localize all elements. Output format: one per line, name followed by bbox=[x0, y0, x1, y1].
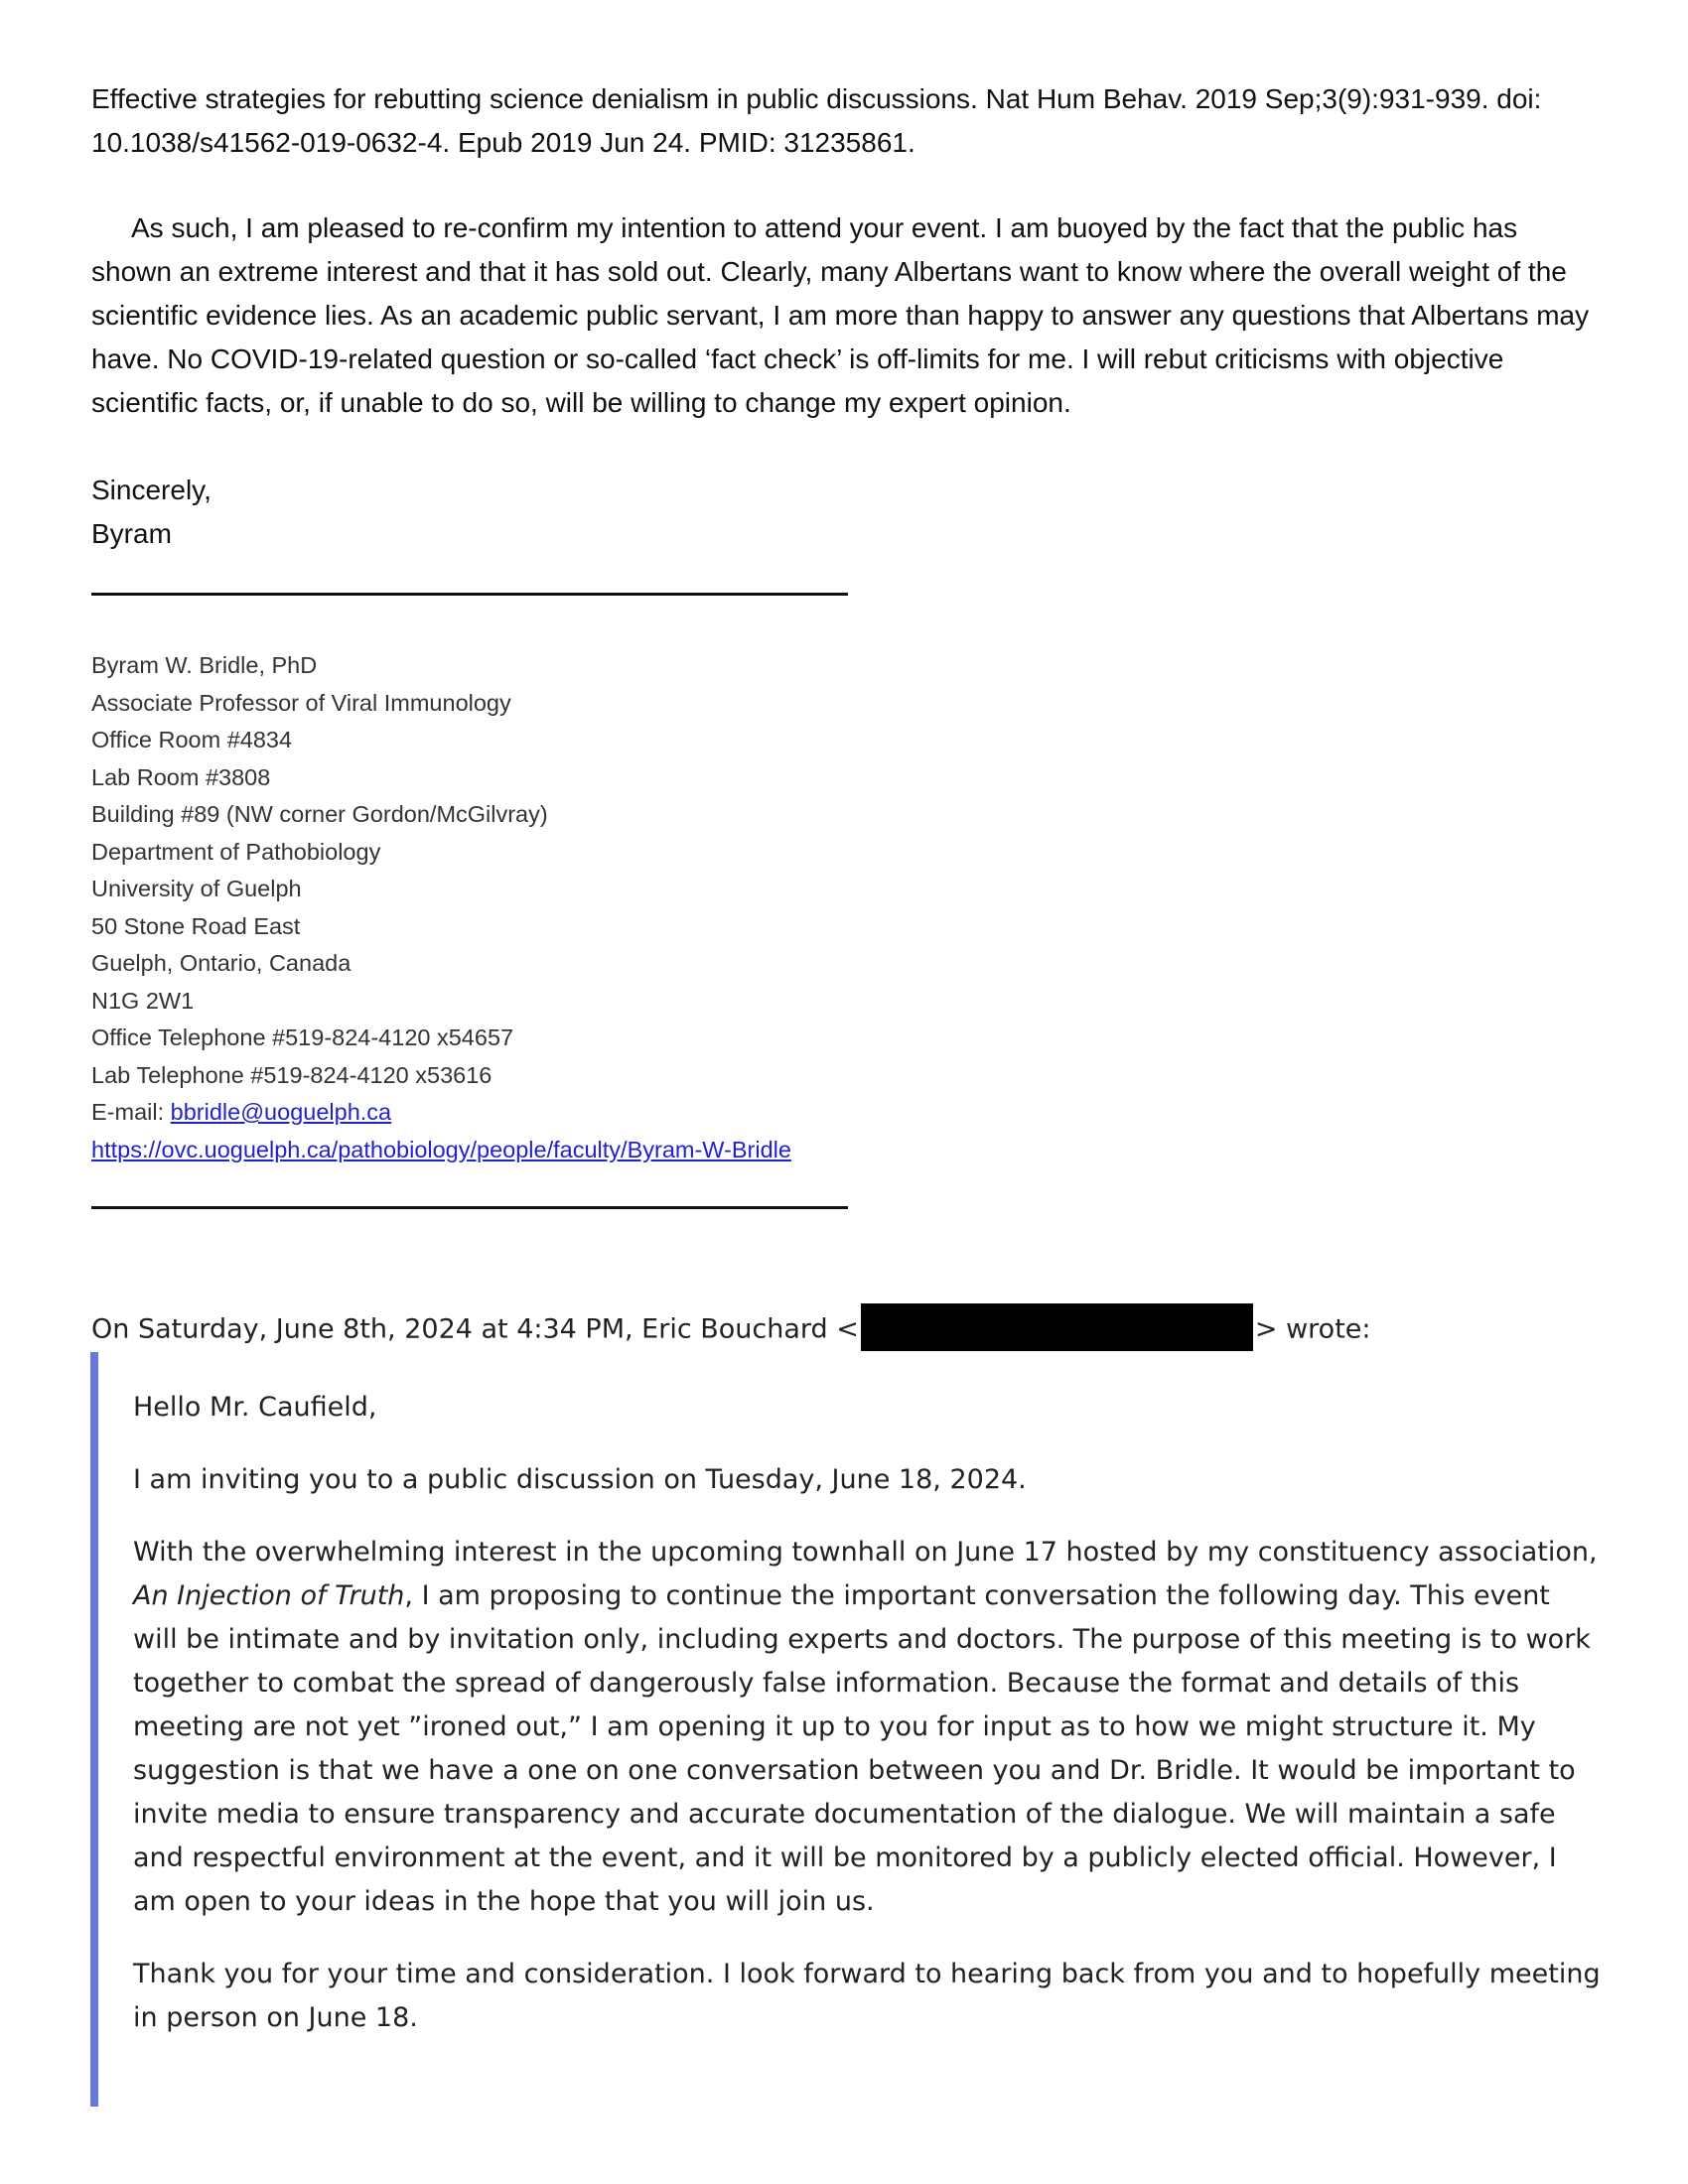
sig-title: Associate Professor of Viral Immunology bbox=[91, 689, 511, 716]
sig-url-line bbox=[91, 1132, 791, 1169]
sig-postal-code: N1G 2W1 bbox=[91, 987, 195, 1014]
quoted-email-body bbox=[133, 1386, 1603, 2069]
quoted-thanks: Thank you for your time and consideration. I look forward to hearing back from you and to hopefully meeting in person on June 18. bbox=[133, 1959, 1601, 2033]
quoted-header-prefix: On Saturday, June 8th, 2024 at 4:34 PM, Eric Bouchard < bbox=[91, 1313, 859, 1345]
closing-block bbox=[91, 469, 1601, 556]
sig-city: Guelph, Ontario, Canada bbox=[91, 950, 352, 976]
quoted-invitation: I am inviting you to a public discussion on Tuesday, June 18, 2024. bbox=[133, 1464, 1027, 1495]
sig-street: 50 Stone Road East bbox=[91, 912, 301, 939]
faculty-profile-link[interactable]: https://ovc.uoguelph.ca/pathobiology/people/faculty/Byram-W-Bridle bbox=[91, 1136, 791, 1162]
sig-lab-phone: Lab Telephone #519-824-4120 x53616 bbox=[91, 1061, 492, 1088]
sig-office-room: Office Room #4834 bbox=[91, 727, 293, 752]
sig-lab-room: Lab Room #3808 bbox=[91, 763, 271, 790]
quoted-body-part1: With the overwhelming interest in the upcoming townhall on June 17 hosted by my constituency association, bbox=[133, 1537, 1598, 1568]
quoted-email-header bbox=[91, 1306, 1371, 1354]
sig-office-phone: Office Telephone #519-824-4120 x54657 bbox=[91, 1024, 514, 1050]
sig-name: Byram W. Bridle, PhD bbox=[91, 652, 318, 678]
sig-email-line bbox=[91, 1094, 791, 1132]
valediction: Sincerely, bbox=[91, 475, 211, 505]
sig-department: Department of Pathobiology bbox=[91, 838, 381, 865]
email-signature bbox=[91, 647, 791, 1168]
redacted-email-address bbox=[861, 1303, 1253, 1351]
event-title: An Injection of Truth bbox=[133, 1580, 405, 1611]
citation-text: Effective strategies for rebutting science denialism in public discussions. Nat Hum Behav. 2019 Sep;3(9):931-939. doi: 10.1038/s41562-019-0632-4. Epub 2019 Jun 24. PMID: 31235861. bbox=[91, 83, 1542, 158]
quoted-body-part2: , I am proposing to continue the important conversation the following day. This event will be intimate and by invitation only, including experts and doctors. The purpose of this meeting is to work together to combat the spread of dangerously false information. Because the format and details of this meeting are not yet ”ironed out,” I am opening it up to you for input as to how we might structure it. My suggestion is that we have a one on one conversation between you and Dr. Bridle. It would be important to invite media to ensure transparency and accurate documentation of the dialogue. We will maintain a safe and respectful environment at the event, and it will be monitored by a publicly elected official. However, I am open to your ideas in the hope that you will join us. bbox=[133, 1580, 1591, 1917]
sig-email-label: E-mail: bbox=[91, 1099, 171, 1125]
reply-paragraph: As such, I am pleased to re-confirm my intention to attend your event. I am buoyed by the fact that the public has shown an extreme interest and that it has sold out. Clearly, many Albertans want to know where the overall weight of the scientific evidence lies. As an academic public servant, I am more than happy to answer any questions that Albertans may have. No COVID-19-related question or so-called ‘fact check’ is off-limits for me. I will rebut criticisms with objective scientific facts, or, if unable to do so, will be willing to change my expert opinion. bbox=[91, 212, 1590, 418]
quoted-header-suffix: > wrote: bbox=[1254, 1313, 1371, 1345]
sig-building: Building #89 (NW corner Gordon/McGilvray) bbox=[91, 801, 548, 827]
quote-bar bbox=[90, 1352, 98, 2107]
email-link[interactable]: bbridle@uoguelph.ca bbox=[170, 1099, 392, 1125]
sender-first-name: Byram bbox=[91, 518, 172, 549]
quoted-greeting: Hello Mr. Caufield, bbox=[133, 1392, 377, 1423]
quoted-body-paragraph bbox=[133, 1531, 1603, 1924]
signature-divider-top bbox=[91, 593, 848, 596]
sig-university: University of Guelph bbox=[91, 876, 302, 901]
signature-divider-bottom bbox=[91, 1206, 848, 1209]
